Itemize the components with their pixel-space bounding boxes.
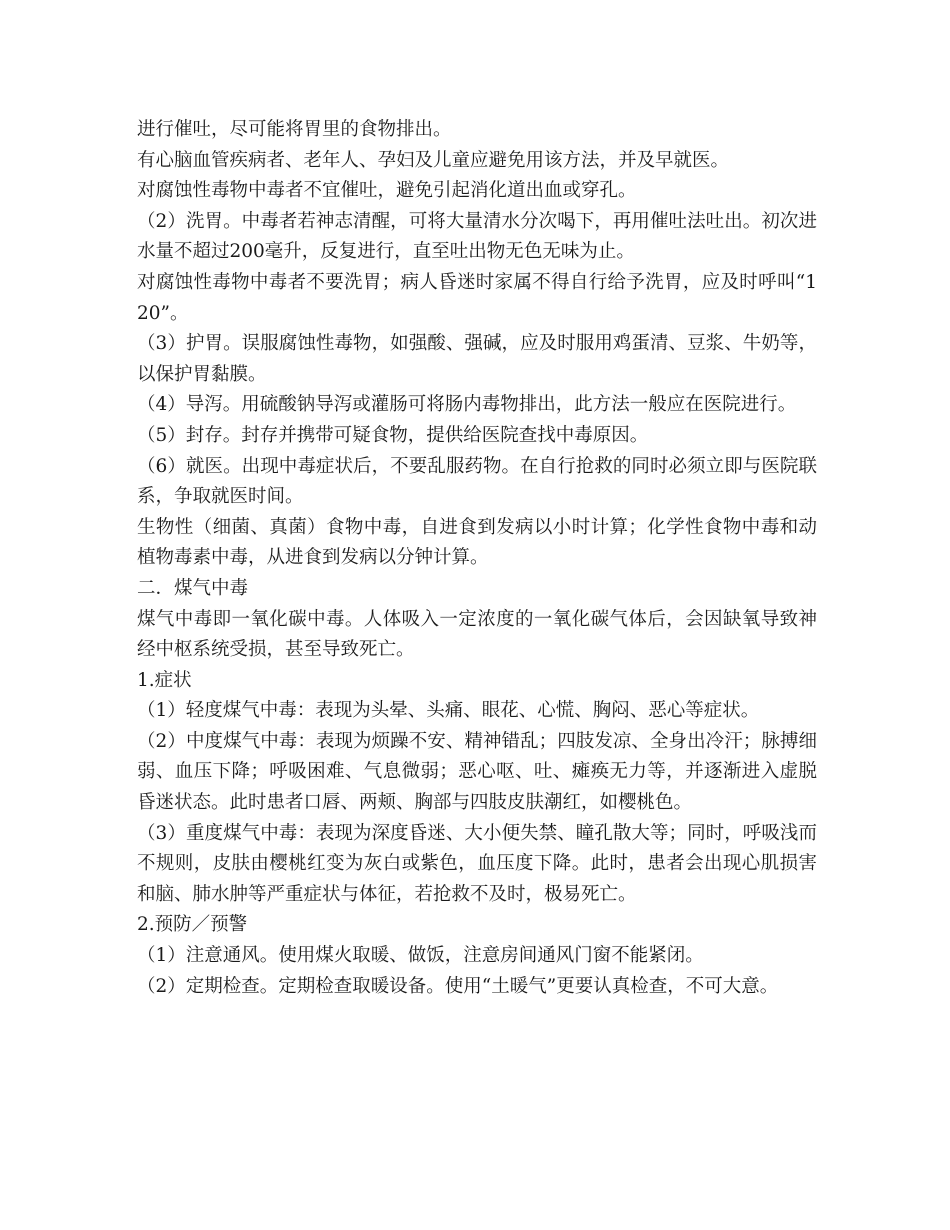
paragraph: 煤气中毒即一氧化碳中毒。人体吸入一定浓度的一氧化碳气体后，会因缺氧导致神经中枢系统受损，甚至导致死亡。 [137,608,817,661]
paragraph: （3）护胃。误服腐蚀性毒物，如强酸、强碱，应及时服用鸡蛋清、豆浆、牛奶等，以保护胃黏膜。 [137,333,817,385]
subsection-heading: 1.症状 [137,669,192,691]
paragraph: （1）注意通风。使用煤火取暖、做饭，注意房间通风门窗不能紧闭。 [137,945,704,967]
paragraph: （2）洗胃。中毒者若神志清醒，可将大量清水分次喝下，再用催吐法吐出。初次进水量不超过200毫升，反复进行，直至吐出物无色无味为止。 [137,210,817,263]
paragraph: （2）中度煤气中毒：表现为烦躁不安、精神错乱；四肢发凉、全身出冷汗；脉搏细弱、血压下降；呼吸困难、气息微弱；恶心呕、吐、瘫痪无力等，并逐渐进入虚脱昏迷状态。此时患者口唇、两颊、胸部与四肢皮肤潮红，如樱桃色。 [137,730,817,814]
paragraph: 生物性（细菌、真菌）食物中毒，自进食到发病以小时计算；化学性食物中毒和动植物毒素中毒，从进食到发病以分钟计算。 [137,516,817,569]
paragraph: 对腐蚀性毒物中毒者不宜催吐，避免引起消化道出血或穿孔。 [137,180,637,202]
paragraph: 有心脑血管疾病者、老年人、孕妇及儿童应避免用该方法，并及早就医。 [137,149,730,171]
paragraph: （4）导泻。用硫酸钠导泻或灌肠可将肠内毒物排出，此方法一般应在医院进行。 [137,394,797,416]
subsection-heading: 2.预防／预警 [137,914,248,936]
paragraph: （5）封存。封存并携带可疑食物，提供给医院查找中毒原因。 [137,424,649,446]
section-heading: 二．煤气中毒 [137,577,249,599]
document-body [137,115,817,1002]
paragraph: （2）定期检查。定期检查取暖设备。使用“土暖气”更要认真检查，不可大意。 [137,975,779,997]
paragraph: （6）就医。出现中毒症状后，不要乱服药物。在自行抢救的同时必须立即与医院联系，争取就医时间。 [137,455,817,508]
paragraph: （1）轻度煤气中毒：表现为头晕、头痛、眼花、心慌、胸闷、恶心等症状。 [137,700,760,722]
paragraph: 进行催吐，尽可能将胃里的食物排出。 [137,119,452,140]
paragraph: （3）重度煤气中毒：表现为深度昏迷、大小便失禁、瞳孔散大等；同时，呼吸浅而不规则，皮肤由樱桃红变为灰白或紫色，血压度下降。此时，患者会出现心肌损害和脑、肺水肿等严重症状与体征，若抢救不及时，极易死亡。 [137,822,817,905]
paragraph: 对腐蚀性毒物中毒者不要洗胃；病人昏迷时家属不得自行给予洗胃，应及时呼叫“120”。 [137,271,817,324]
